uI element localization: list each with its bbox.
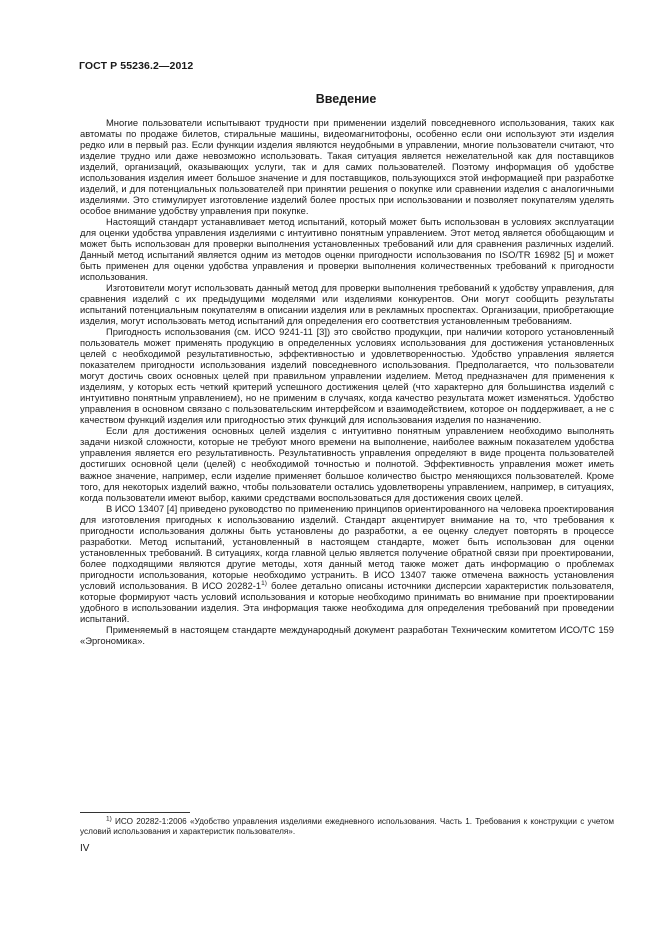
body-text: [80, 117, 614, 646]
paragraph-text: В ИСО 13407 [4] приведено руководство по применению принципов ориентированного на человека проектирования для изготовления пригодных к использованию изделий. Стандарт акцентирует внимание на то, что требования к пригодности использования должны быть установлены до разработки, а ее оценку следует повторять в процессе разработки. Метод испытаний, установленный в настоящем стандарте, может быть использован для оценки установленных требований. В ситуациях, когда главной целью является получение обратной связи при проектировании, более подходящими являются другие методы, хотя данный метод также может дать информацию о проблемах пригодности использования, которые необходимо устранить. В ИСО 13407 также отмечена важность установления условий использования. В ИСО 20282-1: [80, 502, 614, 591]
paragraph-text: Применяемый в настоящем стандарте международный документ разработан Техническим комитетом ИСО/ТС 159 «Эргономика».: [80, 623, 614, 646]
paragraph: [80, 326, 614, 425]
paragraph-text: Если для достижения основных целей изделия с интуитивно понятным управлением необходимо выполнять задачи низкой сложности, которые не требуют много времени на выполнение, наиболее важным показателем удобства управления является его результативность. Результативность управления определяют в виде процента пользователей достигших основной цели (целей) с необходимой точностью и полнотой. Эффективность управления может иметь важное значение, например, если изделие применяет большое количество быстро меняющихся пользователей. Кроме того, для некоторых изделий важно, чтобы пользователи остались удовлетворены управлением, например, в ситуациях, когда пользователи имеют выбор, какими средствами воспользоваться для достижения своих целей.: [80, 425, 614, 503]
paragraph-text: Пригодность использования (см. ИСО 9241-11 [3]) это свойство продукции, при наличии которого установленный пользователь может применять продукцию в определенных условиях использования для достижения установленных целей с необходимой результативностью, эффективностью и удовлетворенностью. Удобство управления является показателем пригодности использования изделий повседневного использования. Предполагается, что пользователи могут достичь своих основных целей при правильном управлении изделием. Метод предназначен для применения к изделиям, у которых есть четкий критерий успешного достижения целей (что характерно для большинства изделий с интуитивно понятным управлением), но не применим в случаях, когда качество результата может изменяться. Удобство управления в основном связано с пользовательским интерфейсом и взаимодействием, которое он поддерживает, а не с качеством функций изделия или пригодностью этих функций для использования изделия по назначению.: [80, 326, 614, 426]
paragraph: [80, 117, 614, 216]
section-title: Введение: [315, 92, 377, 106]
page-number: IV: [80, 843, 90, 854]
footnote-paragraph: [80, 817, 614, 837]
paragraph-text: Настоящий стандарт устанавливает метод испытаний, который может быть использован в условиях эксплуатации для оценки удобства управления изделиями с интуитивно понятным управлением. Этот метод является обобщающим и может быть использован для проверки выполнения установленных требований или для сравнения различных изделий. Данный метод испытаний является одним из методов оценки пригодности использования по ISO/TR 16982 [5] и может быть применен для оценки удобства управления и проверки выполнения количественных требований к пригодности использования.: [80, 216, 614, 283]
footnote-reference: 1): [261, 579, 267, 587]
footnote-text: ИСО 20282-1:2006 «Удобство управления изделиями ежедневного использования. Часть 1. Требования к конструкции с учетом условий использования и характеристик пользователя».: [80, 817, 614, 836]
paragraph: [80, 503, 614, 624]
paragraph: [80, 425, 614, 502]
footnote: [80, 817, 614, 837]
paragraph-text: более детально описаны источники дисперсии характеристик пользователя, которые формируют часть условий использования и которые необходимо принимать во внимание при проектировании удобного в использовании изделия. Эта информация также необходима для определения требований при проведении испытаний.: [80, 579, 615, 624]
footnote-marker: 1): [106, 815, 112, 823]
paragraph-text: Изготовители могут использовать данный метод для проверки выполнения требований к удобству управления, для сравнения изделий с их предыдущими моделями или изделиями конкурентов. Они могут сообщить результаты испытаний потенциальным покупателям в описании изделия или в рекламных проспектах. Организации, приобретающие изделия, могут использовать метод испытаний для определения его соответствия установленным требованиям.: [80, 282, 614, 327]
paragraph: [80, 624, 614, 646]
footnote-separator: [80, 812, 190, 813]
paragraph: [80, 282, 614, 326]
paragraph: [80, 216, 614, 282]
paragraph-text: Многие пользователи испытывают трудности при применении изделий повседневного использования, таких как автоматы по продаже билетов, стиральные машины, видеомагнитофоны, особенно если они используют эти изделия редко или в первый раз. Если функции изделия являются неудобными в управлении, многие пользователи считают, что изделие трудно или даже невозможно использовать. Такая ситуация является нежелательной как для поставщиков изделий, организаций, оказывающих услуги, так и для самих пользователей. Поэтому информация об удобстве использования изделия имеет большое значение и для поставщиков, пользующихся этой информацией при разработке изделий, и для потенциальных пользователей при принятии решения о покупке или сравнении изделия с аналогичными изделиями. Это стимулирует изготовление изделий более простых при использовании и позволяет покупателям уделять особое внимание удобству управления при покупке.: [80, 117, 614, 217]
standard-code-header: ГОСТ Р 55236.2—2012: [79, 60, 194, 72]
